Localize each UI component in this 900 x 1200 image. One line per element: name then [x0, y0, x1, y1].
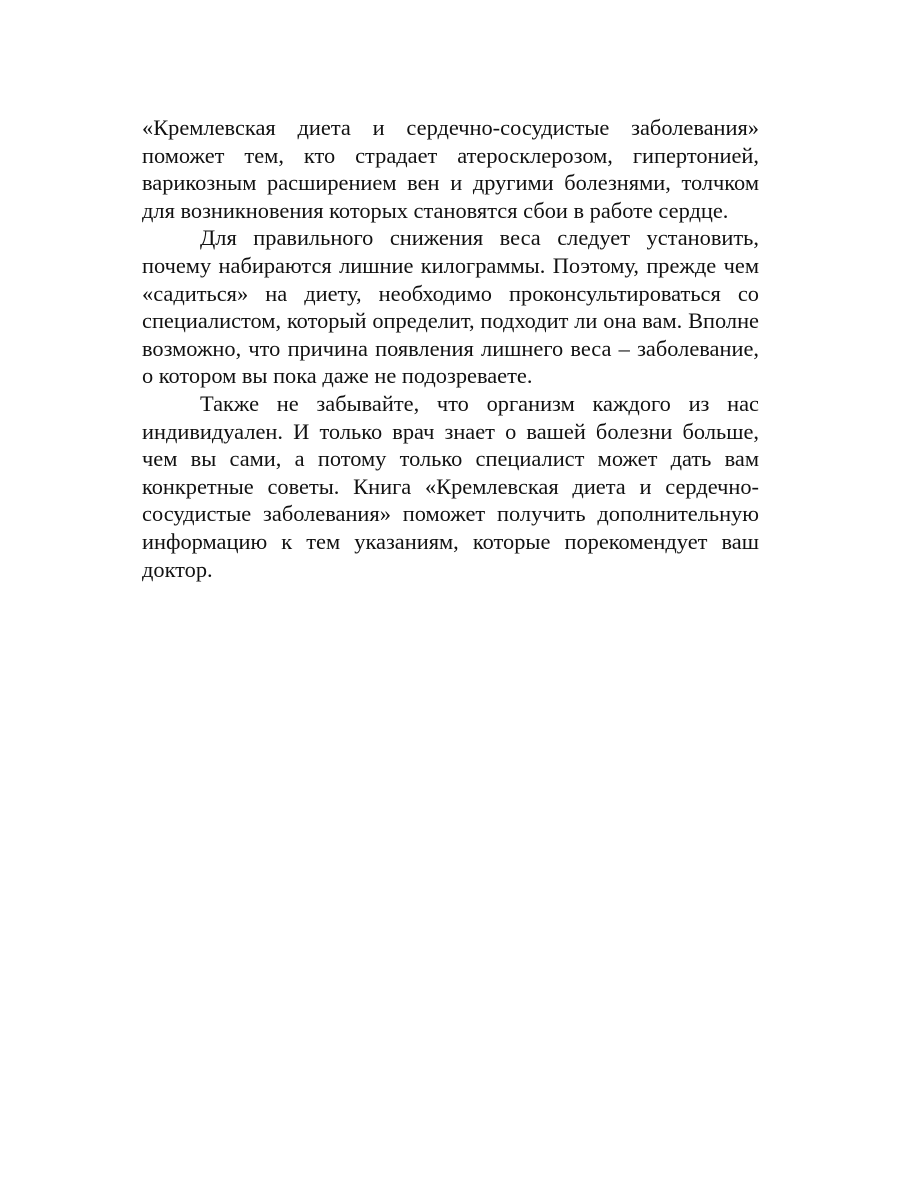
paragraph-1: «Кремлевская диета и сердечно-сосудистые заболевания» поможет тем, кто страдает атеросклерозом, гипертонией, варикозным расширением вен и другими болезнями, толчком для возникновения которых становятся сбои в работе сердце.: [142, 115, 759, 223]
paragraph-2: Для правильного снижения веса следует установить, почему набираются лишние килограммы. Поэтому, прежде чем «садиться» на диету, необходимо проконсультироваться со специалистом, который определит, подходит ли она вам. Вполне возможно, что причина появления лишнего веса – заболевание, о котором вы пока даже не подозреваете.: [142, 225, 759, 389]
body-text: [142, 114, 759, 583]
paragraph-3: Также не забывайте, что организм каждого из нас индивидуален. И только врач знает о вашей болезни больше, чем вы сами, а потому только специалист может дать вам конкретные советы. Книга «Кремлевская диета и сердечно-сосудистые заболевания» поможет получить дополнительную информацию к тем указаниям, которые порекомендует ваш доктор.: [142, 390, 759, 582]
